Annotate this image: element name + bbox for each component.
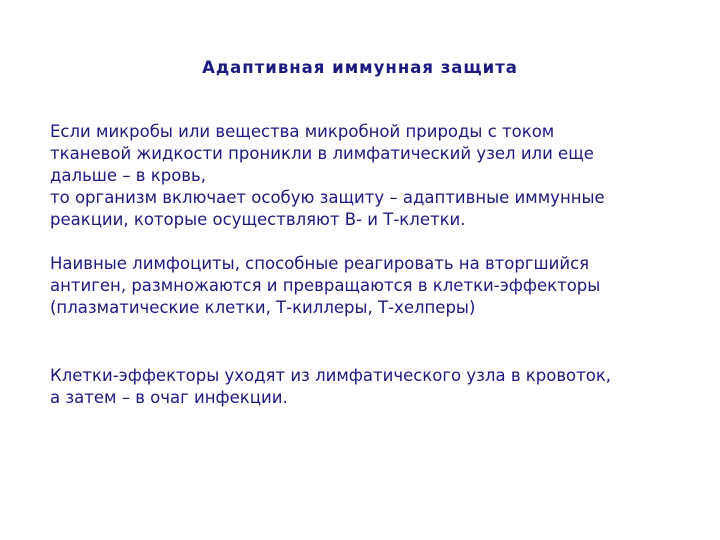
text-line: Наивные лимфоциты, способные реагировать на вторгшийся bbox=[50, 254, 590, 273]
text-line: а затем – в очаг инфекции. bbox=[50, 388, 288, 407]
text-line: реакции, которые осуществляют В- и Т-клетки. bbox=[50, 210, 466, 229]
text-line: тканевой жидкости проникли в лимфатический узел или еще bbox=[50, 144, 594, 163]
slide-title: Адаптивная иммунная защита bbox=[202, 58, 518, 77]
text-line: Клетки-эффекторы уходят из лимфатического узла в кровоток, bbox=[50, 366, 612, 385]
text-line: антиген, размножаются и превращаются в клетки-эффекторы bbox=[50, 276, 601, 295]
text-line: то организм включает особую защиту – адаптивные иммунные bbox=[50, 188, 605, 207]
paragraph-effector-cells bbox=[50, 365, 690, 409]
paragraph-naive-lymphocytes bbox=[50, 253, 690, 319]
text-line: дальше – в кровь, bbox=[50, 166, 206, 185]
text-line: (плазматические клетки, Т-киллеры, Т-хелперы) bbox=[50, 298, 476, 317]
paragraph-adaptive-defense bbox=[50, 121, 690, 231]
text-line: Если микробы или вещества микробной природы с током bbox=[50, 122, 555, 141]
